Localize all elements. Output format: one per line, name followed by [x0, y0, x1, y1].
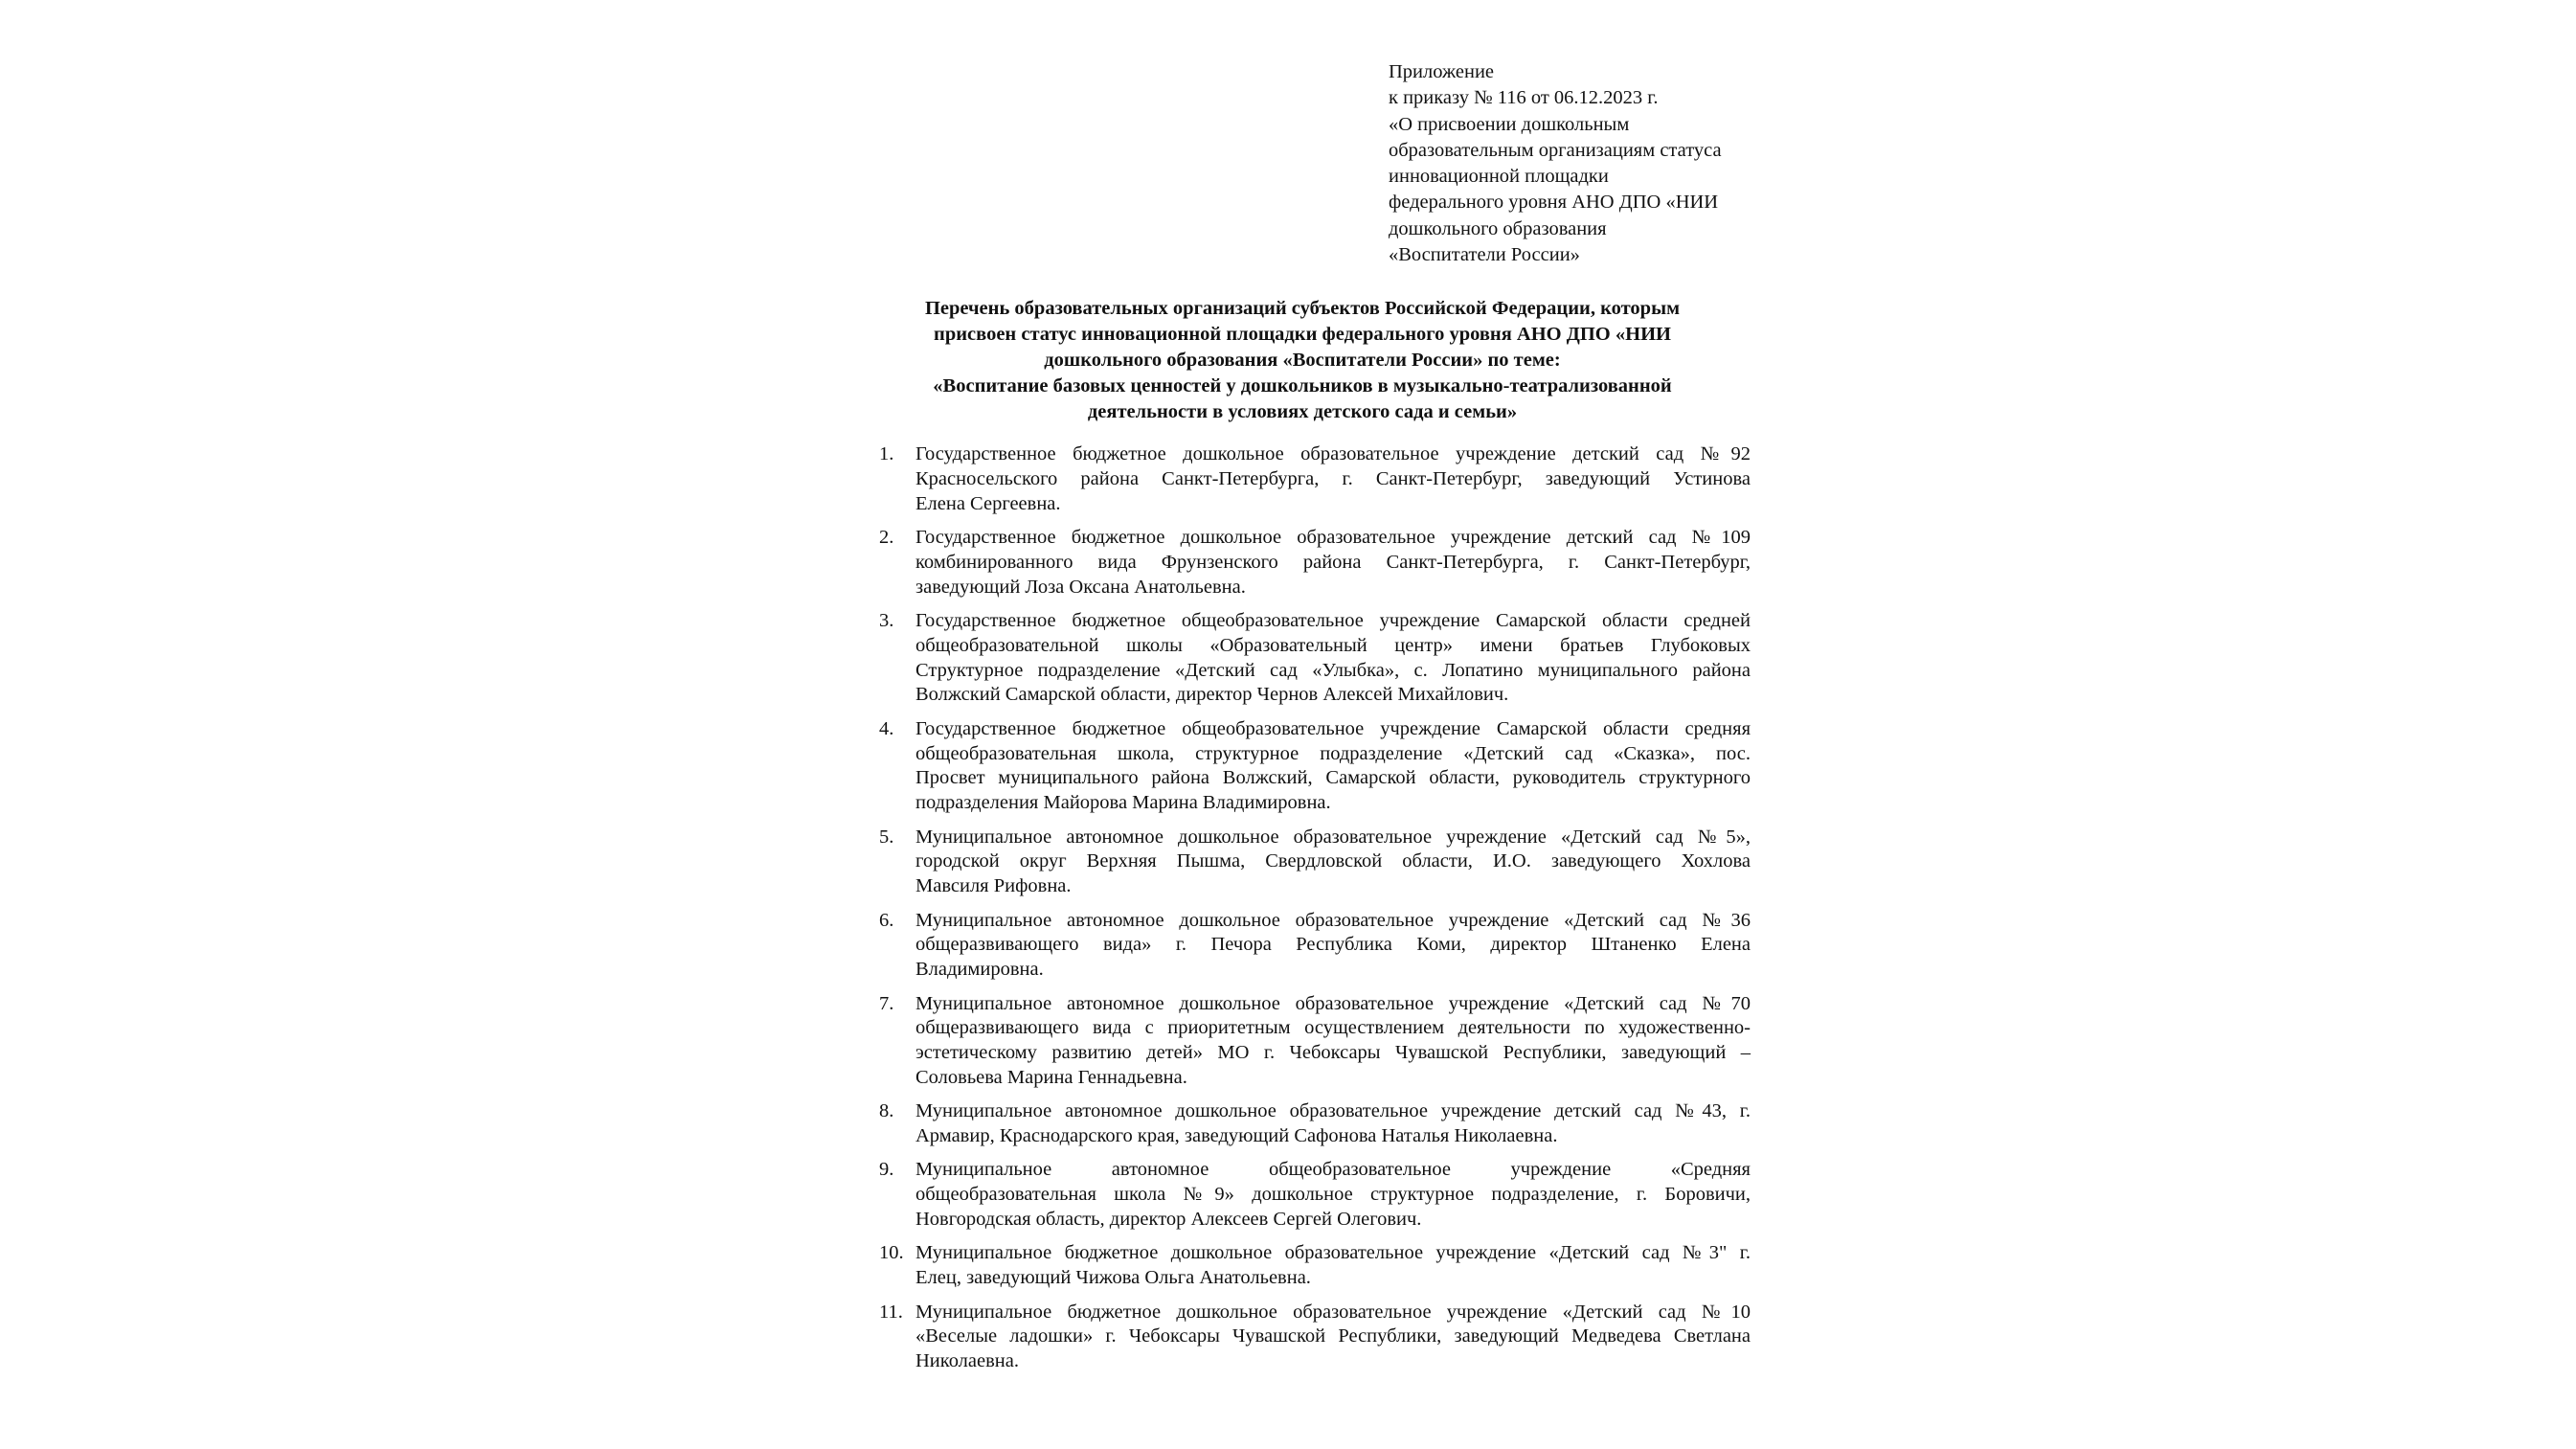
- item-line: Муниципальное автономное дошкольное образовательное учреждение детский сад №43, г.: [915, 1100, 1751, 1122]
- list-item: [879, 609, 1751, 708]
- item-number: 5.: [879, 826, 894, 848]
- item-line: подразделения Майорова Марина Владимировна.: [915, 792, 1331, 814]
- item-number: 8.: [879, 1100, 894, 1122]
- list-item: [879, 992, 1751, 1091]
- item-text: [915, 826, 1751, 899]
- item-text: [915, 1158, 1751, 1232]
- item-text: [915, 992, 1751, 1091]
- item-line: общеразвивающего вида с приоритетным осуществлением деятельности по художественно-: [915, 1017, 1751, 1039]
- list-item: [879, 526, 1751, 600]
- document-title: [881, 296, 1724, 425]
- item-text: [915, 526, 1751, 600]
- list-item: [879, 442, 1751, 516]
- item-text: [915, 717, 1751, 816]
- item-line: Волжский Самарской области, директор Чернов Алексей Михайлович.: [915, 684, 1509, 706]
- item-line: Новгородская область, директор Алексеев Сергей Олегович.: [915, 1209, 1422, 1231]
- appendix-line: к приказу № 116 от 06.12.2023 г.: [1389, 87, 1659, 109]
- item-text: [915, 1099, 1751, 1149]
- item-line: общеобразовательной школы «Образовательный центр» имени братьев Глубоковых: [915, 634, 1751, 656]
- item-number: 2.: [879, 526, 894, 548]
- list-item: [879, 1099, 1751, 1149]
- item-line: Мавсиля Рифовна.: [915, 875, 1072, 897]
- item-line: Муниципальное бюджетное дошкольное образовательное учреждение «Детский сад №3" г.: [915, 1242, 1751, 1264]
- item-text: [915, 909, 1751, 983]
- item-text: [915, 1301, 1751, 1374]
- list-item: [879, 1241, 1751, 1291]
- item-line: городской округ Верхняя Пышма, Свердловской области, И.О. заведующего Хохлова: [915, 850, 1751, 872]
- item-line: Государственное бюджетное дошкольное образовательное учреждение детский сад №109: [915, 526, 1751, 548]
- item-line: общеобразовательная школа №9» дошкольное структурное подразделение, г. Боровичи,: [915, 1184, 1751, 1206]
- item-line: общеразвивающего вида» г. Печора Республика Коми, директор Штаненко Елена: [915, 934, 1751, 956]
- item-number: 11.: [879, 1301, 903, 1323]
- item-line: эстетическому развитию детей» МО г. Чебоксары Чувашской Республики, заведующий –: [915, 1042, 1751, 1064]
- item-line: Соловьева Марина Геннадьевна.: [915, 1066, 1187, 1088]
- item-line: Муниципальное автономное дошкольное образовательное учреждение «Детский сад №36: [915, 909, 1751, 931]
- appendix-line: федерального уровня АНО ДПО «НИИ: [1389, 192, 1719, 214]
- item-line: Муниципальное автономное дошкольное образовательное учреждение «Детский сад №5»,: [915, 826, 1751, 848]
- item-line: Государственное бюджетное дошкольное образовательное учреждение детский сад №92: [915, 443, 1751, 464]
- item-number: 6.: [879, 909, 894, 931]
- title-line: Перечень образовательных организаций субъектов Российской Федерации, которым: [924, 298, 1681, 319]
- item-line: Елена Сергеевна.: [915, 492, 1061, 514]
- item-line: Просвет муниципального района Волжский, Самарской области, руководитель структурного: [915, 767, 1751, 789]
- item-line: «Веселые ладошки» г. Чебоксары Чувашской Республики, заведующий Медведева Светлана: [915, 1325, 1751, 1347]
- appendix-line: «Воспитатели России»: [1389, 244, 1580, 266]
- item-number: 1.: [879, 443, 894, 464]
- item-line: Государственное бюджетное общеобразовательное учреждение Самарской области средней: [915, 609, 1751, 631]
- list-item: [879, 909, 1751, 983]
- item-line: Елец, заведующий Чижова Ольга Анатольевна.: [915, 1267, 1311, 1289]
- item-line: Муниципальное автономное дошкольное образовательное учреждение «Детский сад №70: [915, 992, 1751, 1014]
- item-line: Красносельского района Санкт-Петербурга, г. Санкт-Петербург, заведующий Устинова: [915, 467, 1751, 489]
- item-line: Николаевна.: [915, 1350, 1019, 1372]
- organization-list: [879, 442, 1751, 1384]
- item-text: [915, 442, 1751, 516]
- item-line: Структурное подразделение «Детский сад «Улыбка», с. Лопатино муниципального района: [915, 659, 1751, 681]
- appendix-line: образовательным организациям статуса: [1389, 139, 1722, 161]
- list-item: [879, 717, 1751, 816]
- item-text: [915, 609, 1751, 708]
- item-line: Армавир, Краснодарского края, заведующий Сафонова Наталья Николаевна.: [915, 1125, 1558, 1147]
- item-number: 9.: [879, 1159, 894, 1181]
- item-line: комбинированного вида Фрунзенского района Санкт-Петербурга, г. Санкт-Петербург,: [915, 551, 1751, 573]
- item-number: 4.: [879, 717, 894, 739]
- title-line: дошкольного образования «Воспитатели России» по теме:: [1044, 350, 1561, 371]
- appendix-line: Приложение: [1389, 61, 1495, 82]
- title-line: деятельности в условиях детского сада и семьи»: [1087, 401, 1518, 422]
- item-line: Муниципальное автономное общеобразовательное учреждение «Средняя: [915, 1159, 1751, 1181]
- item-number: 10.: [879, 1242, 904, 1264]
- title-line: присвоен статус инновационной площадки федерального уровня АНО ДПО «НИИ: [934, 324, 1671, 345]
- list-item: [879, 1301, 1751, 1374]
- appendix-line: инновационной площадки: [1389, 166, 1609, 188]
- item-number: 3.: [879, 609, 894, 631]
- item-text: [915, 1241, 1751, 1291]
- appendix-line: дошкольного образования: [1389, 217, 1607, 239]
- item-line: Муниципальное бюджетное дошкольное образовательное учреждение «Детский сад №10: [915, 1301, 1751, 1323]
- item-line: Владимировна.: [915, 959, 1044, 981]
- item-number: 7.: [879, 992, 894, 1014]
- appendix-header: [1389, 59, 1791, 268]
- item-line: заведующий Лоза Оксана Анатольевна.: [915, 576, 1246, 598]
- list-item: [879, 1158, 1751, 1232]
- item-line: Государственное бюджетное общеобразовательное учреждение Самарской области средняя: [915, 717, 1751, 739]
- list-item: [879, 826, 1751, 899]
- item-line: общеобразовательная школа, структурное подразделение «Детский сад «Сказка», пос.: [915, 742, 1751, 764]
- appendix-line: «О присвоении дошкольным: [1389, 113, 1630, 135]
- title-line: «Воспитание базовых ценностей у дошкольников в музыкально-театрализованной: [933, 375, 1672, 396]
